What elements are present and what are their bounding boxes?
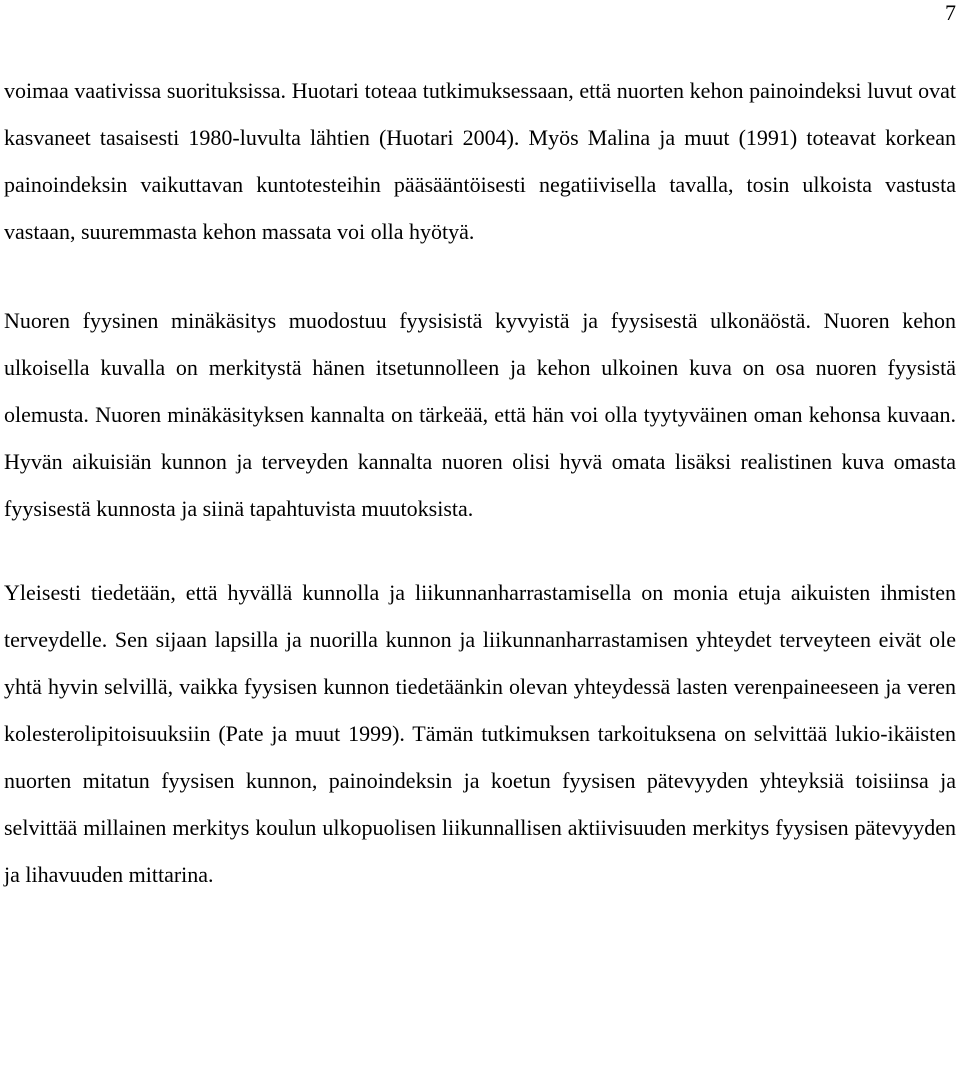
page-number: 7 (945, 0, 956, 25)
paragraph-study-aim: Yleisesti tiedetään, että hyvällä kunnolla ja liikunnanharrastamisella on monia etuja aikuisten ihmisten terveydelle. Sen sijaan lapsilla ja nuorilla kunnon ja liikunnanharrastamisen yhteydet terveyteen eivät ole yhtä hyvin selvillä, vaikka fyysisen kunnon tiedetäänkin olevan yhteydessä lasten verenpaineeseen ja veren kolesterolipitoisuuksiin (Pate ja muut 1999). Tämän tutkimuksen tarkoituksena on selvittää lukio-ikäisten nuorten mitatun fyysisen kunnon, painoindeksin ja koetun fyysisen pätevyyden yhteyksiä toisiinsa ja selvittää millainen merkitys koulun ulkopuolisen liikunnallisen aktiivisuuden merkitys fyysisen pätevyyden ja lihavuuden mittarina. (4, 580, 956, 887)
paragraph-gap (4, 255, 956, 297)
paragraph-gap (4, 532, 956, 569)
document-body (4, 67, 956, 898)
paragraph-physical-self-concept: Nuoren fyysinen minäkäsitys muodostuu fyysisistä kyvyistä ja fyysisestä ulkonäöstä. Nuoren kehon ulkoisella kuvalla on merkitystä hänen itsetunnolleen ja kehon ulkoinen kuva on osa nuoren fyysistä olemusta. Nuoren minäkäsityksen kannalta on tärkeää, että hän voi olla tyytyväinen oman kehonsa kuvaan. Hyvän aikuisiän kunnon ja terveyden kannalta nuoren olisi hyvä omata lisäksi realistinen kuva omasta fyysisestä kunnosta ja siinä tapahtuvista muutoksista. (4, 308, 956, 521)
paragraph-body-mass-index: voimaa vaativissa suorituksissa. Huotari toteaa tutkimuksessaan, että nuorten kehon painoindeksi luvut ovat kasvaneet tasaisesti 1980-luvulta lähtien (Huotari 2004). Myös Malina ja muut (1991) toteavat korkean painoindeksin vaikuttavan kuntotesteihin pääsääntöisesti negatiivisella tavalla, tosin ulkoista vastusta vastaan, suuremmasta kehon massata voi olla hyötyä. (4, 78, 956, 244)
